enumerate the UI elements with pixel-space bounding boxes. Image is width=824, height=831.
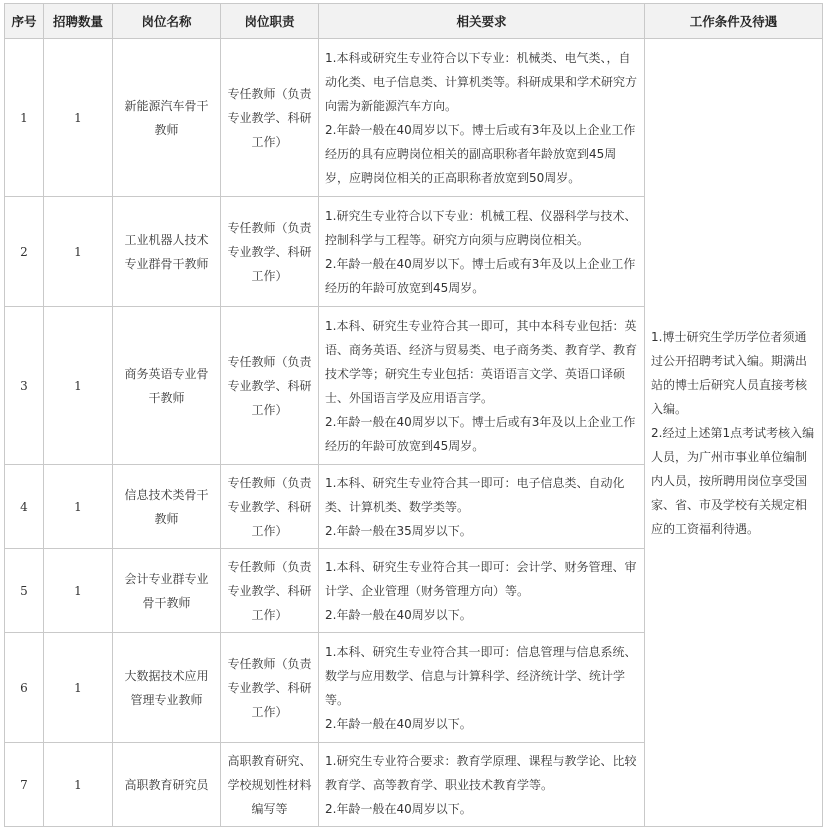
requirement-item: 2.年龄一般在40周岁以下。博士后或有3年及以上企业工作经历的具有应聘岗位相关的副高职称者年龄放宽到45周岁，应聘岗位相关的正高职称者放宽到50周岁。 bbox=[325, 122, 636, 185]
header-count: 招聘数量 bbox=[44, 4, 113, 39]
row-count: 1 bbox=[44, 633, 113, 743]
requirement-item: 1.本科或研究生专业符合以下专业：机械类、电气类、，自动化类、电子信息类、计算机类等。科研成果和学术研究方向需为新能源汽车方向。 bbox=[325, 50, 638, 113]
row-requirements bbox=[319, 633, 645, 743]
requirement-item: 2.年龄一般在35周岁以下。 bbox=[325, 523, 472, 538]
requirement-item: 2.年龄一般在40周岁以下。 bbox=[325, 801, 472, 816]
row-duty: 专任教师（负责专业教学、科研工作） bbox=[221, 633, 319, 743]
row-duty: 高职教育研究、学校规划性材料编写等 bbox=[221, 743, 319, 827]
row-requirements bbox=[319, 39, 645, 197]
row-seq: 4 bbox=[5, 465, 44, 549]
row-position: 大数据技术应用管理专业教师 bbox=[113, 633, 221, 743]
header-position: 岗位名称 bbox=[113, 4, 221, 39]
header-requirements: 相关要求 bbox=[319, 4, 645, 39]
requirement-item: 1.研究生专业符合要求：教育学原理、课程与教学论、比较教育学、高等教育学、职业技术教育学等。 bbox=[325, 753, 637, 792]
table-header bbox=[5, 4, 823, 39]
requirement-item: 1.本科、研究生专业符合其一即可：电子信息类、自动化类、计算机类、数学类等。 bbox=[325, 475, 625, 514]
header-row bbox=[5, 4, 823, 39]
conditions-cell bbox=[645, 39, 823, 827]
table-body bbox=[5, 39, 823, 827]
row-requirements bbox=[319, 197, 645, 307]
condition-item: 2.经过上述第1点考试考核入编人员，为广州市事业单位编制内人员，按所聘用岗位享受国家、省、市及学校有关规定相应的工资福利待遇。 bbox=[651, 425, 815, 536]
row-seq: 3 bbox=[5, 307, 44, 465]
recruitment-table-container bbox=[4, 3, 823, 827]
header-conditions: 工作条件及待遇 bbox=[645, 4, 823, 39]
table-row bbox=[5, 39, 823, 197]
condition-item: 1.博士研究生学历学位者须通过公开招聘考试入编。期满出站的博士后研究人员直接考核入编。 bbox=[651, 329, 808, 416]
requirement-item: 1.研究生专业符合以下专业：机械工程、仪器科学与技术、控制科学与工程等。研究方向须与应聘岗位相关。 bbox=[325, 208, 637, 247]
row-seq: 5 bbox=[5, 549, 44, 633]
row-requirements bbox=[319, 465, 645, 549]
requirement-item: 2.年龄一般在40周岁以下。 bbox=[325, 716, 472, 731]
requirement-item: 1.本科、研究生专业符合其一即可：会计学、财务管理、审计学、企业管理（财务管理方向）等。 bbox=[325, 559, 637, 598]
row-count: 1 bbox=[44, 307, 113, 465]
row-position: 新能源汽车骨干教师 bbox=[113, 39, 221, 197]
row-count: 1 bbox=[44, 39, 113, 197]
header-duty: 岗位职责 bbox=[221, 4, 319, 39]
requirement-item: 2.年龄一般在40周岁以下。博士后或有3年及以上企业工作经历的年龄可放宽到45周岁。 bbox=[325, 414, 636, 453]
row-position: 工业机器人技术专业群骨干教师 bbox=[113, 197, 221, 307]
row-seq: 7 bbox=[5, 743, 44, 827]
row-duty: 专任教师（负责专业教学、科研工作） bbox=[221, 197, 319, 307]
row-count: 1 bbox=[44, 743, 113, 827]
row-count: 1 bbox=[44, 465, 113, 549]
row-duty: 专任教师（负责专业教学、科研工作） bbox=[221, 307, 319, 465]
row-requirements bbox=[319, 549, 645, 633]
row-position: 信息技术类骨干教师 bbox=[113, 465, 221, 549]
row-duty: 专任教师（负责专业教学、科研工作） bbox=[221, 465, 319, 549]
row-count: 1 bbox=[44, 197, 113, 307]
row-position: 高职教育研究员 bbox=[113, 743, 221, 827]
row-requirements bbox=[319, 743, 645, 827]
row-requirements bbox=[319, 307, 645, 465]
requirement-item: 1.本科、研究生专业符合其一即可，其中本科专业包括：英语、商务英语、经济与贸易类、电子商务类、教育学、教育技术学等；研究生专业包括：英语语言文学、英语口译硕士、外国语言学及应用语言学。 bbox=[325, 318, 638, 405]
header-seq: 序号 bbox=[5, 4, 44, 39]
requirement-item: 2.年龄一般在40周岁以下。 bbox=[325, 607, 472, 622]
requirement-item: 2.年龄一般在40周岁以下。博士后或有3年及以上企业工作经历的年龄可放宽到45周岁。 bbox=[325, 256, 636, 295]
row-seq: 1 bbox=[5, 39, 44, 197]
recruitment-table bbox=[4, 3, 823, 827]
row-seq: 2 bbox=[5, 197, 44, 307]
row-duty: 专任教师（负责专业教学、科研工作） bbox=[221, 549, 319, 633]
row-seq: 6 bbox=[5, 633, 44, 743]
row-count: 1 bbox=[44, 549, 113, 633]
requirement-item: 1.本科、研究生专业符合其一即可：信息管理与信息系统、数学与应用数学、信息与计算科学、经济统计学、统计学等。 bbox=[325, 644, 637, 707]
row-duty: 专任教师（负责专业教学、科研工作） bbox=[221, 39, 319, 197]
row-position: 会计专业群专业骨干教师 bbox=[113, 549, 221, 633]
row-position: 商务英语专业骨干教师 bbox=[113, 307, 221, 465]
